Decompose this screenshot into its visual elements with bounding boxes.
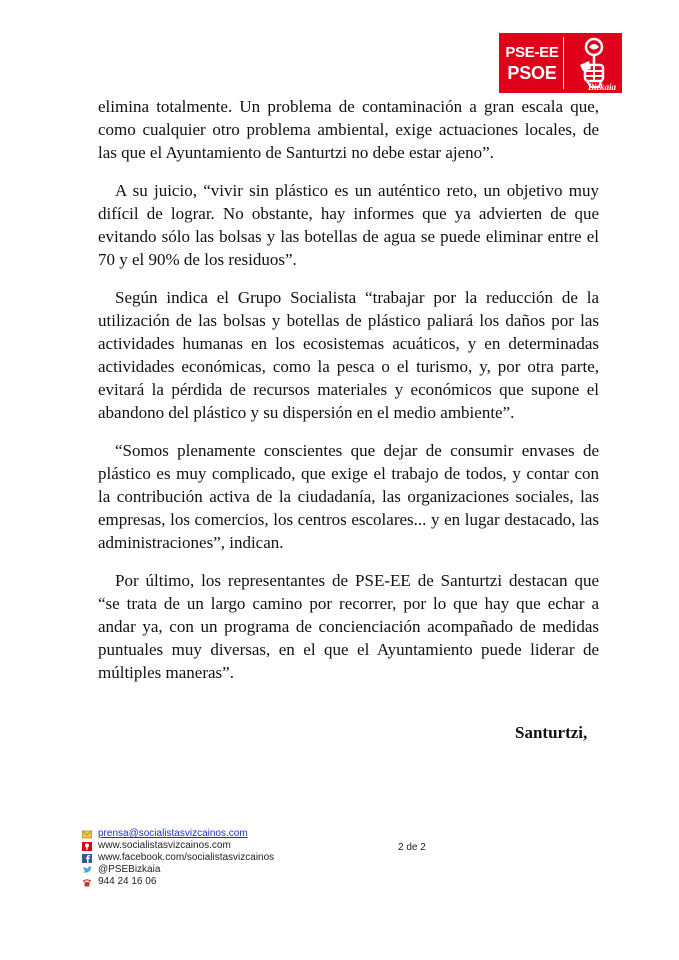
footer-phone-row bbox=[82, 876, 274, 888]
twitter-icon bbox=[82, 866, 92, 875]
email-link[interactable]: prensa@socialistasvizcainos.com bbox=[98, 828, 248, 839]
page-number: 2 de 2 bbox=[398, 842, 426, 853]
twitter-handle[interactable]: @PSEBizkaia bbox=[98, 864, 161, 875]
phone-icon bbox=[82, 878, 92, 887]
footer-web-row bbox=[82, 840, 274, 852]
website-link[interactable]: www.socialistasvizcainos.com bbox=[98, 840, 231, 851]
logo-line-psoe: PSOE bbox=[507, 62, 557, 83]
envelope-icon bbox=[82, 830, 92, 839]
logo-text bbox=[499, 45, 563, 82]
logo-line-pse-ee: PSE-EE bbox=[505, 43, 559, 61]
footer-email-row bbox=[82, 828, 274, 840]
paragraph: Por último, los representantes de PSE-EE de Santurtzi destacan que “se trata de un largo camino por recorrer, por lo que hay que echar a andar ya, con un programa de concienciación acompañado de medidas puntuales muy diversas, en el que el Ayuntamiento puede liderar de múltiples maneras”. bbox=[98, 571, 599, 682]
contact-footer bbox=[82, 828, 274, 888]
footer-facebook-row bbox=[82, 852, 274, 864]
logo-region: Bizkaia bbox=[587, 82, 616, 92]
facebook-link[interactable]: www.facebook.com/socialistasvizcainos bbox=[98, 852, 275, 863]
press-release-body bbox=[98, 95, 599, 699]
party-logo bbox=[499, 33, 622, 93]
paragraph: “Somos plenamente conscientes que dejar de consumir envases de plástico es muy complicado, que exige el trabajo de todos, y contar con la contribución activa de la ciudadanía, las organizaciones sociales, las empresas, los comercios, los centros escolares... y en lugar destacado, las administraciones”, indican. bbox=[98, 441, 599, 552]
footer-twitter-row bbox=[82, 864, 274, 876]
facebook-icon bbox=[82, 854, 92, 863]
paragraph: elimina totalmente. Un problema de contaminación a gran escala que, como cualquier otro problema ambiental, exige actuaciones locales, de las que el Ayuntamiento de Santurtzi no debe estar ajeno”. bbox=[98, 97, 599, 162]
signoff-location: Santurtzi, bbox=[515, 723, 588, 742]
phone-number[interactable]: 944 24 16 06 bbox=[98, 876, 157, 887]
paragraph: Según indica el Grupo Socialista “trabajar por la reducción de la utilización de las bolsas y botellas de plástico paliará los daños por las actividades humanas en los ecosistemas acuáticos, y en determinadas actividades económicas, como la pesca o el turismo, y, por otra parte, evitará la pérdida de recursos materiales y económicos que supone el abandono del plástico y su dispersión en el medio ambiente”. bbox=[98, 288, 599, 422]
paragraph: A su juicio, “vivir sin plástico es un auténtico reto, un objetivo muy difícil de lograr. No obstante, hay informes que ya advierten de que evitando sólo las bolsas y las botellas de agua se puede eliminar entre el 70 y el 90% de los residuos”. bbox=[98, 181, 599, 269]
logo-divider bbox=[563, 37, 564, 89]
rose-icon bbox=[82, 842, 92, 851]
